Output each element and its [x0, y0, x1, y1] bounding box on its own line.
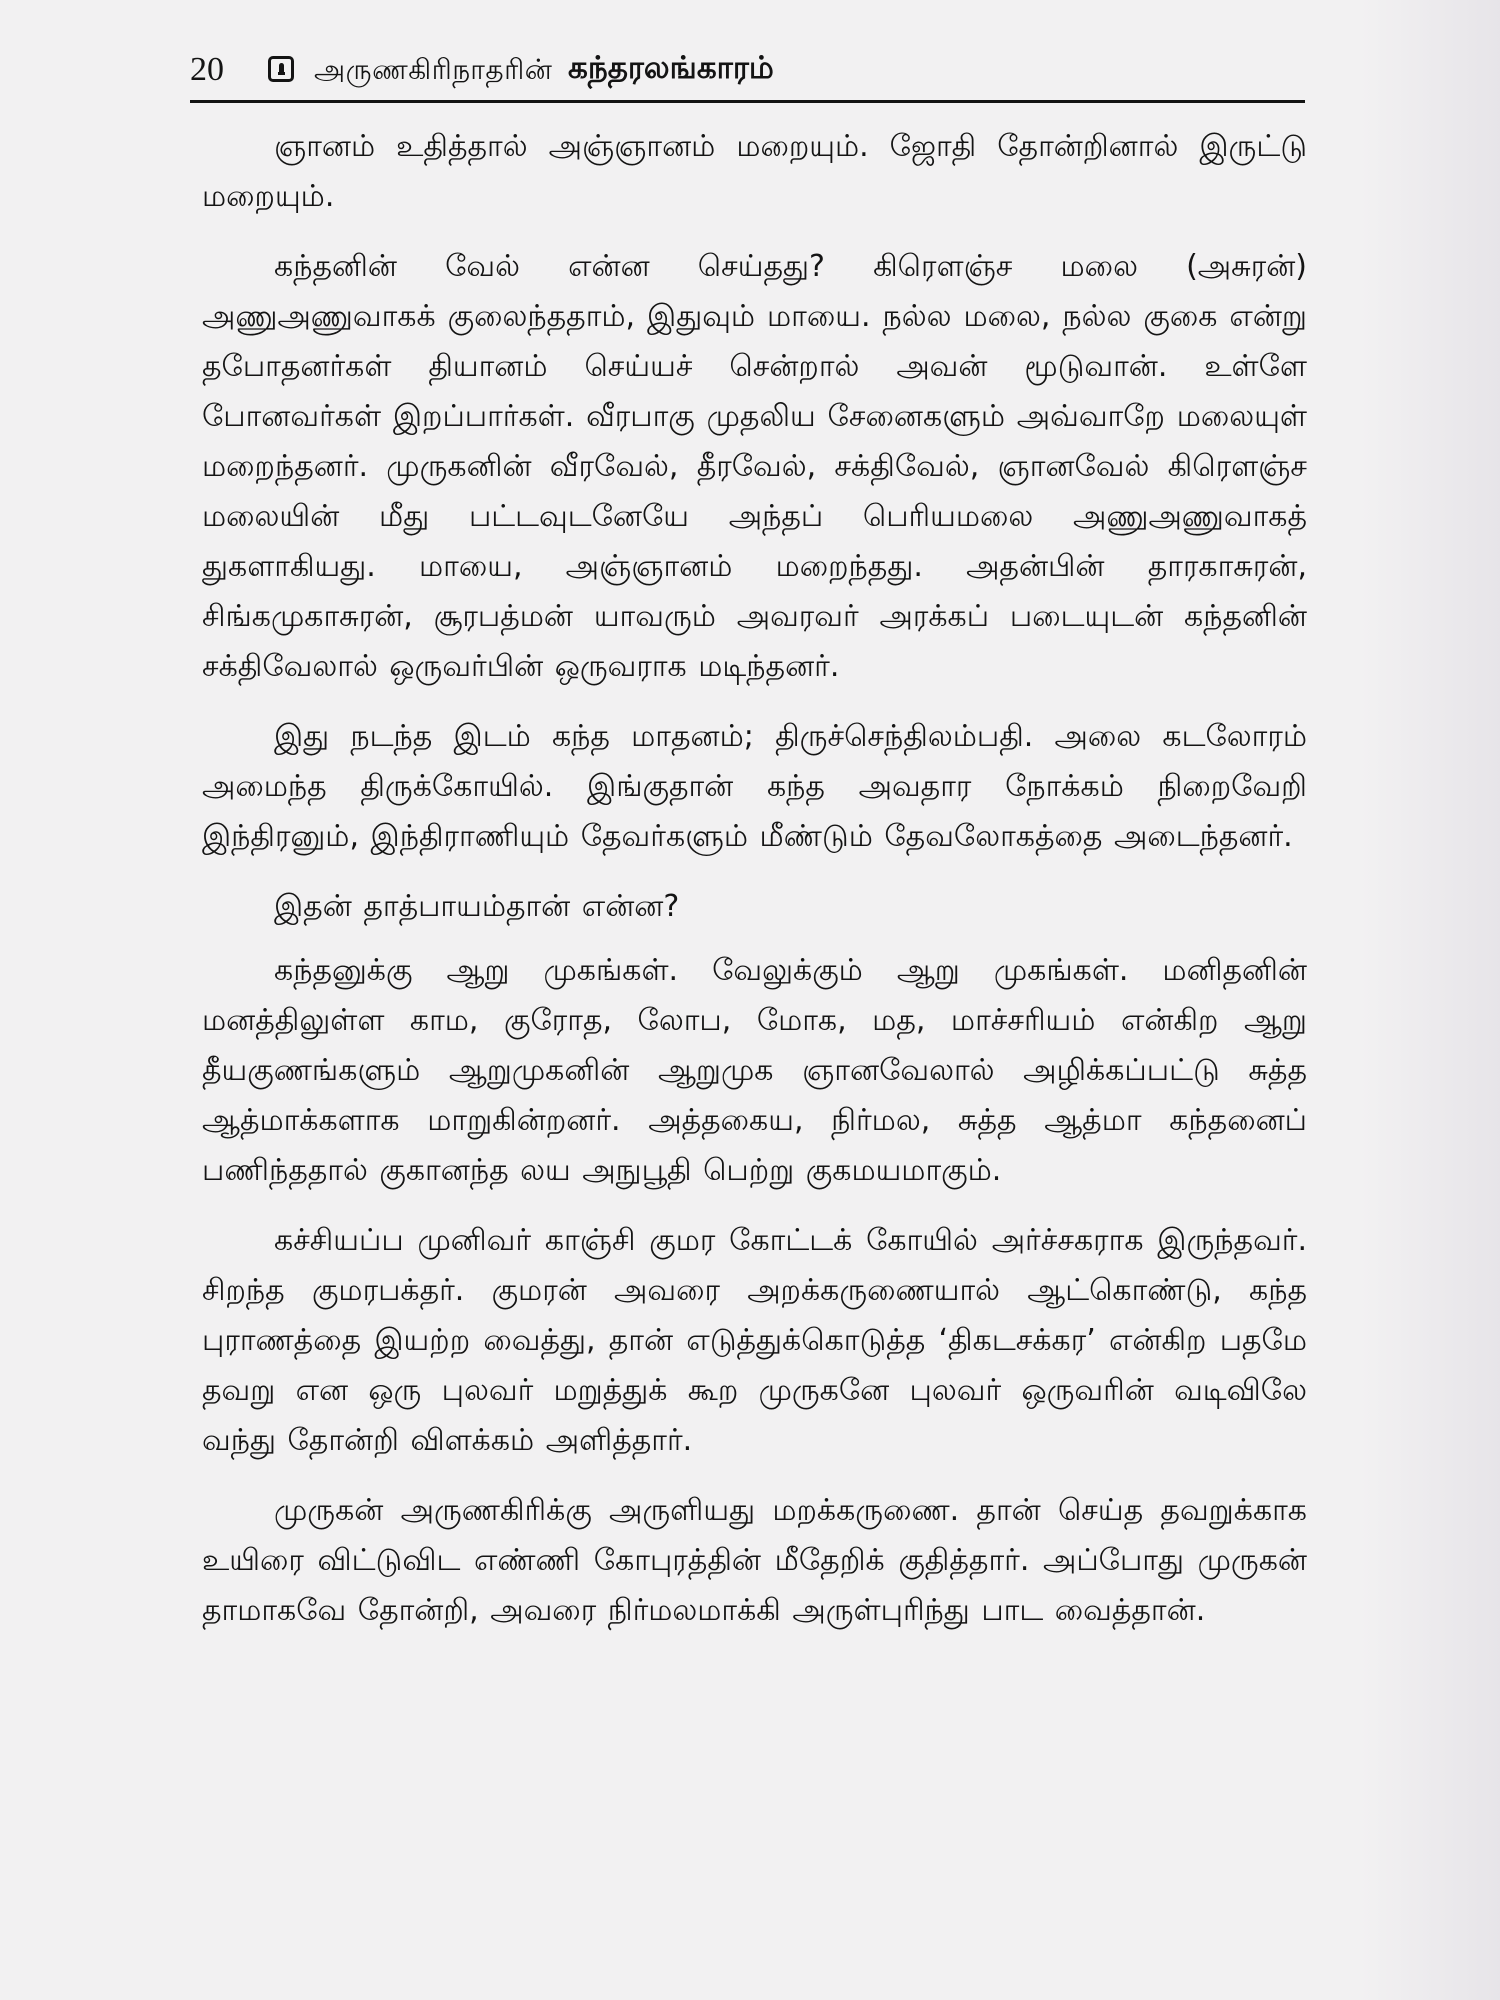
paragraph-5: கந்தனுக்கு ஆறு முகங்கள். வேலுக்கும் ஆறு முகங்கள். மனிதனின் மனத்திலுள்ள காம, குரோத, லோப, மோக, மத, மாச்சரியம் என்கிற ஆறு தீயகுணங்களும் ஆறுமுகனின் ஆறுமுக ஞானவேலால் அழிக்கப்பட்டு சுத்த ஆத்மாக்களாக மாறுகின்றனர். அத்தகைய, நிர்மல, சுத்த ஆத்மா கந்தனைப் பணிந்ததால் குகானந்த லய அநுபூதி பெற்று குகமயமாகும்.	[202, 953, 1307, 1188]
paragraph-3: இது நடந்த இடம் கந்த மாதனம்; திருச்செந்திலம்பதி. அலை கடலோரம் அமைந்த திருக்கோயில். இங்குதான் கந்த அவதார நோக்கம் நிறைவேறி இந்திரனும், இந்திராணியும் தேவர்களும் மீண்டும் தேவலோகத்தை அடைந்தனர்.	[202, 719, 1307, 854]
page-number: 20	[190, 51, 224, 88]
paragraph-1: ஞானம் உதித்தால் அஞ்ஞானம் மறையும். ஜோதி தோன்றினால் இருட்டு மறையும்.	[202, 129, 1307, 214]
header-author: அருணகிரிநாதரின்	[314, 53, 553, 86]
paragraph-6: கச்சியப்ப முனிவர் காஞ்சி குமர கோட்டக் கோயில் அர்ச்சகராக இருந்தவர். சிறந்த குமரபக்தர். குமரன் அவரை அறக்கருணையால் ஆட்கொண்டு, கந்த புராணத்தை இயற்ற வைத்து, தான் எடுத்துக்கொடுத்த ‘திகடசக்கர’ என்கிற பதமே தவறு என ஒரு புலவர் மறுத்துக் கூற முருகனே புலவர் ஒருவரின் வடிவிலே வந்து தோன்றி விளக்கம் அளித்தார்.	[202, 1223, 1307, 1458]
book-emblem-icon	[268, 56, 294, 82]
paragraph-7: முருகன் அருணகிரிக்கு அருளியது மறக்கருணை. தான் செய்த தவறுக்காக உயிரை விட்டுவிட எண்ணி கோபுரத்தின் மீதேறிக் குதித்தார். அப்போது முருகன் தாமாகவே தோன்றி, அவரை நிர்மலமாக்கி அருள்புரிந்து பாட வைத்தான்.	[202, 1493, 1307, 1628]
paragraph-4: இதன் தாத்பாயம்தான் என்ன?	[274, 889, 680, 924]
paragraph-2: கந்தனின் வேல் என்ன செய்தது? கிரௌஞ்ச மலை (அசுரன்) அணுஅணுவாகக் குலைந்ததாம், இதுவும் மாயை. நல்ல மலை, நல்ல குகை என்று தபோதனர்கள் தியானம் செய்யச் சென்றால் அவன் மூடுவான். உள்ளே போனவர்கள் இறப்பார்கள். வீரபாகு முதலிய சேனைகளும் அவ்வாறே மலையுள் மறைந்தனர். முருகனின் வீரவேல், தீரவேல், சக்திவேல், ஞானவேல் கிரௌஞ்ச மலையின் மீது பட்டவுடனேயே அந்தப் பெரியமலை அணுஅணுவாகத் துகளாகியது. மாயை, அஞ்ஞானம் மறைந்தது. அதன்பின் தாரகாசுரன், சிங்கமுகாசுரன், சூரபத்மன் யாவரும் அவரவர் அரக்கப் படையுடன் கந்தனின் சக்திவேலால் ஒருவர்பின் ஒருவராக மடிந்தனர்.	[202, 249, 1307, 684]
running-header	[190, 40, 1305, 100]
body-text	[202, 122, 1307, 1636]
header-title: கந்தரலங்காரம்	[568, 50, 774, 86]
header-divider	[190, 100, 1305, 103]
